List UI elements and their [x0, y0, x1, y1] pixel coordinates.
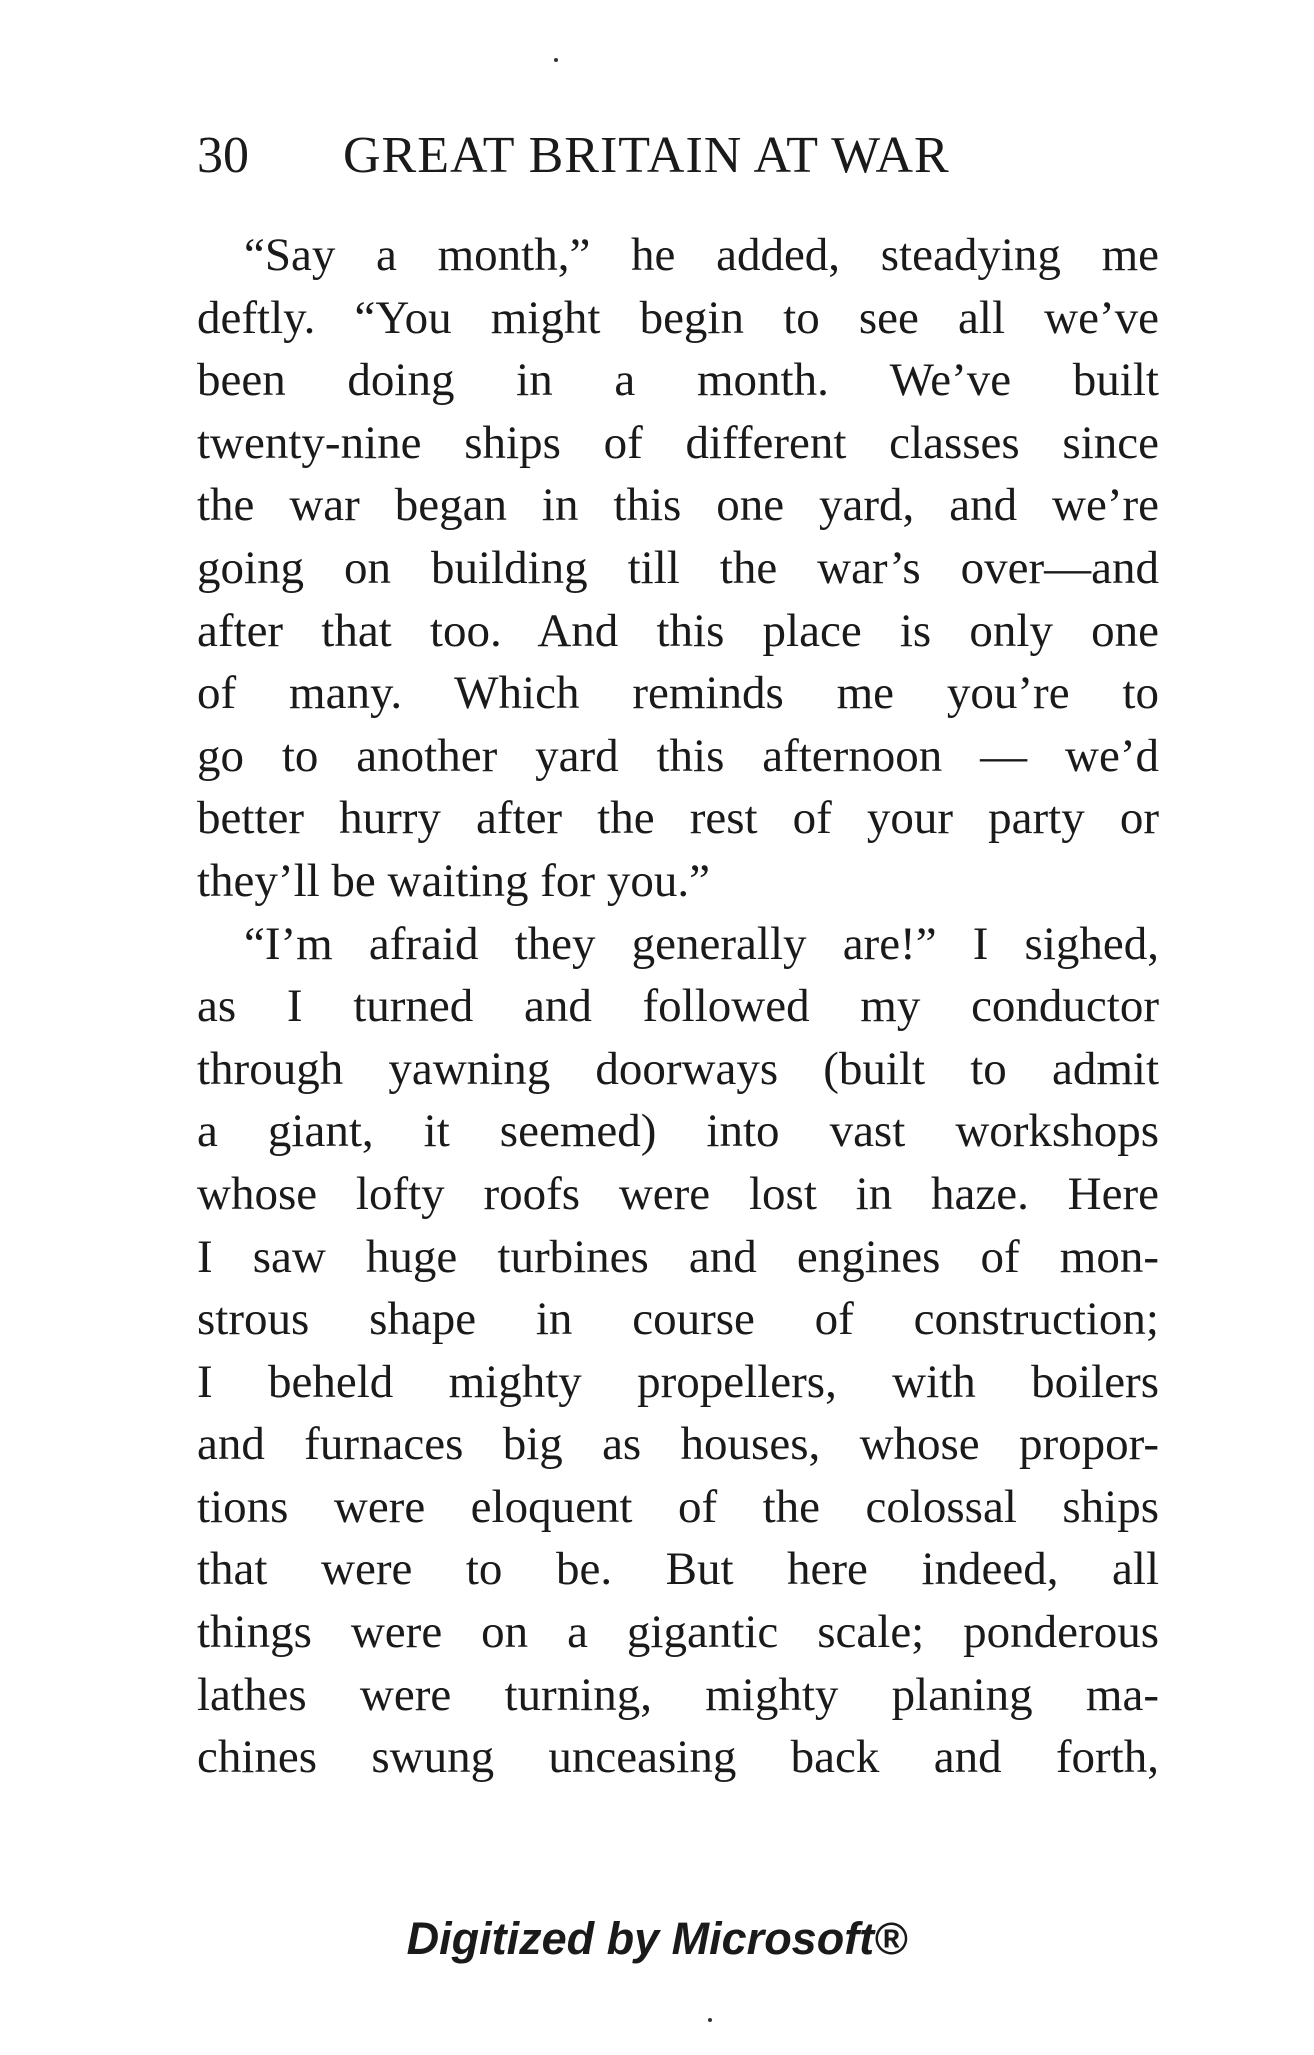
- text-line: a giant, it seemed) into vast workshops: [197, 1105, 1159, 1158]
- digitization-credit: Digitized by Microsoft®: [406, 1913, 908, 1964]
- page-number: 30: [197, 127, 249, 184]
- text-line: lathes were turning, mighty planing ma-: [197, 1668, 1159, 1721]
- text-line: chines swung unceasing back and forth,: [197, 1731, 1159, 1784]
- text-line: been doing in a month. We’ve built: [197, 354, 1159, 407]
- text-line: strous shape in course of construction;: [197, 1293, 1159, 1346]
- text-line: the war began in this one yard, and we’re: [197, 479, 1159, 532]
- scan-speck: [708, 2018, 712, 2022]
- text-line: they’ll be waiting for you.”: [197, 854, 710, 907]
- text-line: after that too. And this place is only one: [197, 604, 1159, 657]
- text-line: as I turned and followed my conductor: [197, 980, 1159, 1033]
- text-line: better hurry after the rest of your party or: [197, 792, 1159, 845]
- text-line: deftly. “You might begin to see all we’ve: [197, 291, 1159, 344]
- text-line: “I’m afraid they generally are!” I sighed,: [244, 917, 1159, 970]
- text-line: go to another yard this afternoon — we’d: [197, 729, 1159, 782]
- running-title: GREAT BRITAIN AT WAR: [343, 127, 950, 184]
- text-line: things were on a gigantic scale; ponderous: [197, 1606, 1159, 1659]
- text-line: through yawning doorways (built to admit: [197, 1042, 1159, 1095]
- text-line: I beheld mighty propellers, with boilers: [197, 1355, 1159, 1408]
- text-line: going on building till the war’s over—and: [197, 541, 1159, 594]
- scan-speck: [554, 58, 558, 62]
- text-line: twenty-nine ships of different classes since: [197, 416, 1159, 469]
- text-line: and furnaces big as houses, whose propor-: [197, 1418, 1159, 1471]
- running-head: [197, 126, 1157, 196]
- text-line: of many. Which reminds me you’re to: [197, 667, 1159, 720]
- text-line: that were to be. But here indeed, all: [197, 1543, 1159, 1596]
- text-line: whose lofty roofs were lost in haze. Here: [197, 1167, 1159, 1220]
- text-line: tions were eloquent of the colossal ships: [197, 1480, 1159, 1533]
- text-line: “Say a month,” he added, steadying me: [244, 229, 1159, 281]
- body-text: [197, 224, 1159, 1789]
- text-line: I saw huge turbines and engines of mon-: [197, 1230, 1159, 1283]
